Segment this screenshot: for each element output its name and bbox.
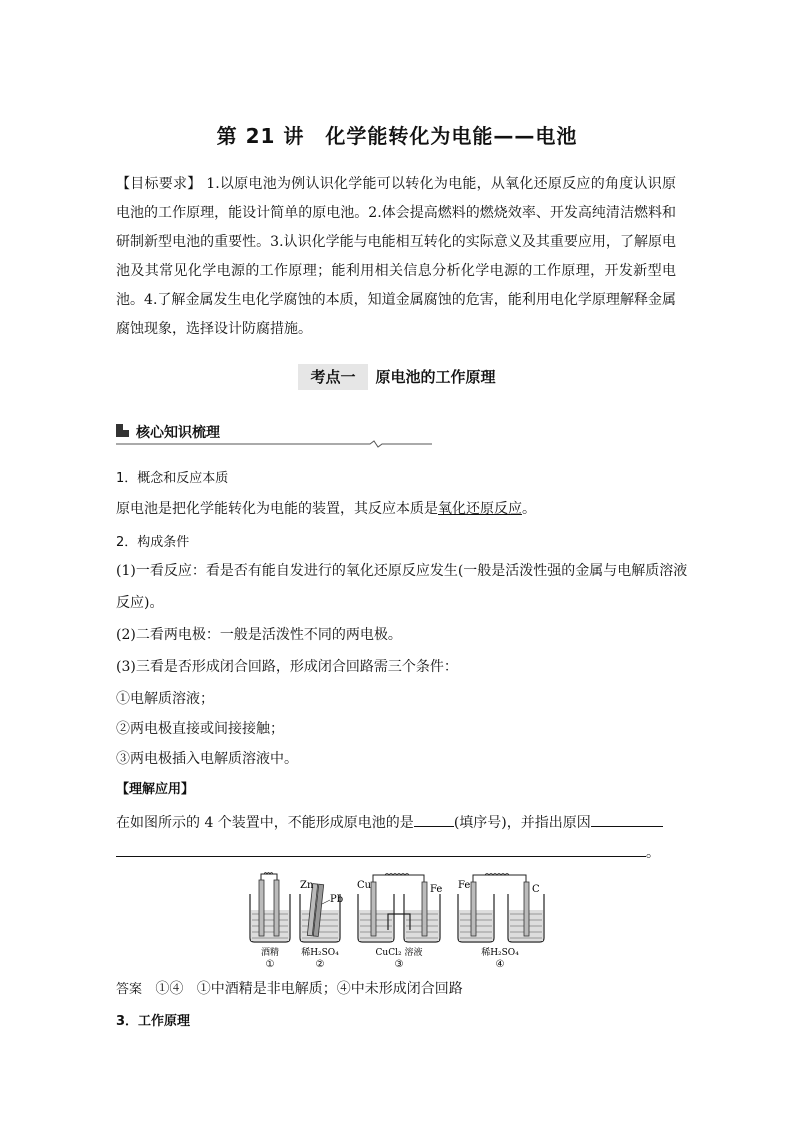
device-4-number: ④: [495, 959, 505, 970]
page-title: 第 21 讲 化学能转化为电能——电池: [216, 124, 578, 148]
answer-label: 答案: [116, 982, 143, 997]
condition-3: (3)三看是否形成闭合回路，形成闭合回路需三个条件：: [116, 659, 458, 675]
heading-conditions: 2．构成条件: [116, 535, 190, 550]
device-2-solution: 稀H₂SO₄: [301, 948, 339, 958]
question-text: 在如图所示的 4 个装置中，不能形成原电池的是: [116, 815, 414, 831]
goals-label: 【目标要求】: [116, 176, 202, 192]
answer-reason: ①中酒精是非电解质；④中未形成闭合回路: [196, 981, 463, 997]
concept-end: 。: [522, 501, 536, 517]
device-2-right-electrode: Pb: [330, 894, 344, 905]
answer-choice: ①④: [155, 981, 184, 997]
device-3-left-electrode: Cu: [357, 880, 372, 891]
answer-blank-1: [414, 812, 454, 827]
condition-3b: ②两电极直接或间接接触；: [116, 721, 284, 737]
question-line: [116, 812, 663, 832]
device-4-right-electrode: C: [532, 884, 540, 895]
answer-line: [116, 978, 463, 998]
question-line-2: [116, 842, 660, 862]
topic-title: 原电池的工作原理: [375, 368, 496, 386]
device-3-number: ③: [394, 959, 404, 970]
condition-3c: ③两电极插入电解质溶液中。: [116, 751, 298, 767]
device-4-solution: 稀H₂SO₄: [481, 948, 519, 958]
topic-heading: [0, 366, 794, 387]
paragraph-concept: [116, 498, 536, 518]
heading-concept: 1．概念和反应本质: [116, 471, 229, 486]
device-2: [300, 880, 343, 970]
learning-goals: [116, 170, 676, 344]
device-4: [458, 874, 544, 971]
device-3-solution: CuCl₂ 溶液: [375, 948, 423, 958]
answer-blank-3: [116, 842, 646, 857]
device-1-solution: 酒精: [260, 948, 280, 958]
question-end: 。: [646, 845, 660, 861]
section-underline: [116, 440, 436, 448]
section-square-icon: [116, 424, 129, 437]
condition-1-line-1: (1)一看反应：看是否有能自发进行的氧化还原反应发生(一般是活泼性强的金属与电解质溶液: [116, 563, 688, 579]
condition-1-line-2: 反应)。: [116, 595, 164, 611]
concept-text: 原电池是把化学能转化为电能的装置，其反应本质是: [116, 501, 438, 517]
condition-2: (2)二看两电极：一般是活泼性不同的两电极。: [116, 627, 402, 643]
goals-text: 1.以原电池为例认识化学能可以转化为电能，从氧化还原反应的角度认识原电池的工作原理，能设计简单的原电池。2.体会提高燃料的燃烧效率、开发高纯清洁燃料和研制新型电池的重要性。3.认识化学能与电能相互转化的实际意义及其重要应用，了解原电池及其常见化学电源的工作原理；能利用相关信息分析化学电源的工作原理，开发新型电池。4.了解金属发生电化学腐蚀的本质，知道金属腐蚀的危害，能利用电化学原理解释金属腐蚀现象，选择设计防腐措施。: [116, 176, 677, 337]
section-header: [116, 422, 436, 446]
device-1-number: ①: [265, 959, 275, 970]
application-label: 【理解应用】: [116, 782, 195, 797]
device-3-right-electrode: Fe: [430, 884, 443, 895]
device-2-number: ②: [315, 959, 325, 970]
device-4-left-electrode: Fe: [458, 880, 471, 891]
topic-tag: 考点一: [298, 364, 367, 390]
question-text-2: (填序号)，并指出原因: [453, 815, 591, 831]
heading-principle: 3．工作原理: [116, 1014, 191, 1029]
condition-3a: ①电解质溶液；: [116, 691, 214, 707]
device-3: [357, 874, 442, 971]
device-1: [250, 873, 290, 971]
device-2-left-electrode: Zn: [300, 880, 314, 891]
apparatus-figure: [240, 870, 550, 970]
answer-blank-2: [591, 812, 663, 827]
section-title: 核心知识梳理: [136, 425, 220, 441]
concept-underlined-answer: 氧化还原反应: [438, 501, 522, 517]
